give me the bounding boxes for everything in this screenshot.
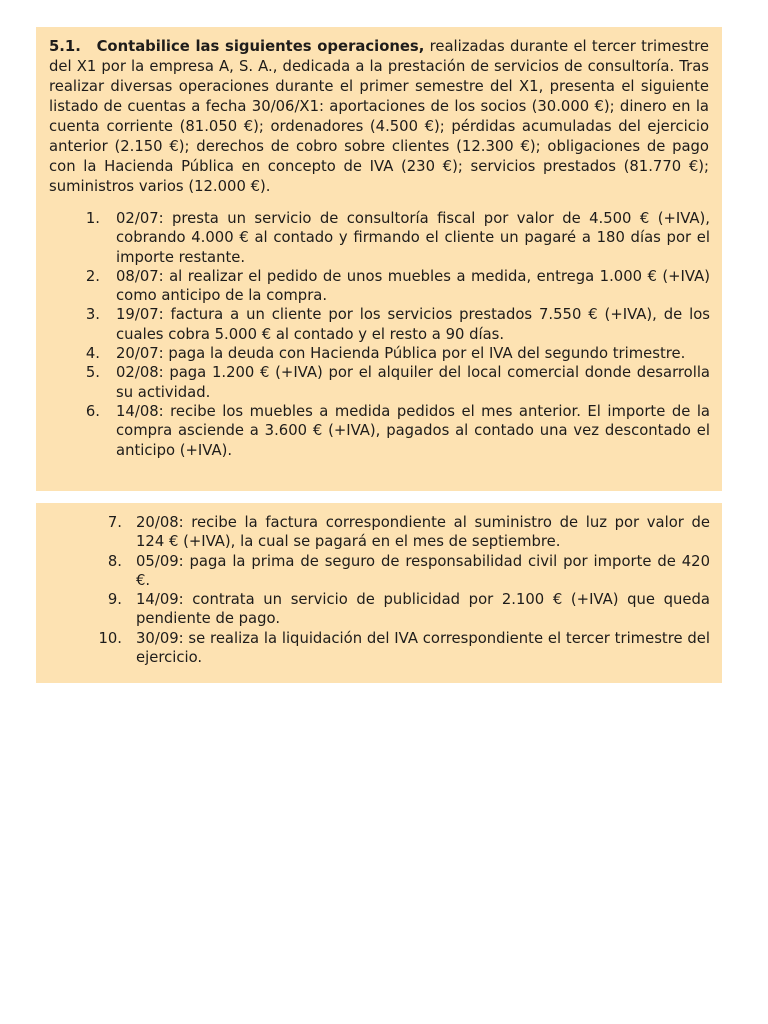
operation-text: 14/08: recibe los muebles a medida pedidos el mes anterior. El importe de la compra asciende a 3.600 € (+IVA), pagados al contado una vez descontado el anticipo (+IVA). bbox=[116, 402, 710, 459]
operation-text: 19/07: factura a un cliente por los servicios prestados 7.550 € (+IVA), de los cuales cobra 5.000 € al contado y el resto a 90 días. bbox=[116, 306, 710, 343]
exercise-statement bbox=[49, 37, 709, 197]
operation-text: 02/08: paga 1.200 € (+IVA) por el alquiler del local comercial donde desarrolla su actividad. bbox=[116, 364, 710, 401]
exercise-intro: realizadas durante el tercer trimestre del X1 por la empresa A, S. A., dedicada a la prestación de servicios de consultoría. Tras realizar diversas operaciones durante el primer semestre del X1, presenta el siguiente listado de cuentas a fecha 30/06/X1: aportaciones de los socios (30.000 €); dinero en la cuenta corriente (81.050 €); ordenadores (4.500 €); pérdidas acumuladas del ejercicio anterior (2.150 €); derechos de cobro sobre clientes (12.300 €); obligaciones de pago con la Hacienda Pública en concepto de IVA (230 €); servicios prestados (81.770 €); suministros varios (12.000 €). bbox=[49, 38, 709, 195]
operation-item bbox=[36, 402, 722, 460]
operation-text: 20/07: paga la deuda con Hacienda Pública por el IVA del segundo trimestre. bbox=[116, 345, 686, 363]
exercise-box-part-1 bbox=[36, 27, 722, 491]
operation-number: 6. bbox=[85, 402, 100, 420]
exercise-number: 5.1. bbox=[49, 38, 81, 55]
operation-item bbox=[36, 209, 722, 267]
operation-item bbox=[36, 552, 722, 591]
operation-item bbox=[36, 305, 722, 344]
operation-number: 10. bbox=[98, 629, 122, 647]
operation-number: 1. bbox=[85, 210, 100, 227]
operation-text: 08/07: al realizar el pedido de unos muebles a medida, entrega 1.000 € (+IVA) como anticipo de la compra. bbox=[116, 267, 710, 305]
operation-item bbox=[36, 267, 722, 306]
operation-item bbox=[36, 590, 722, 629]
operations-list-part-1 bbox=[36, 209, 722, 460]
operation-number: 4. bbox=[85, 345, 100, 363]
operations-list-part-2 bbox=[36, 513, 722, 667]
operation-text: 14/09: contrata un servicio de publicidad por 2.100 € (+IVA) que queda pendiente de pago. bbox=[136, 591, 710, 628]
operation-number: 2. bbox=[85, 267, 100, 285]
operation-number: 9. bbox=[107, 591, 122, 609]
operation-text: 05/09: paga la prima de seguro de responsabilidad civil por importe de 420 €. bbox=[136, 552, 710, 589]
operation-text: 02/07: presta un servicio de consultoría fiscal por valor de 4.500 € (+IVA), cobrando 4.000 € al contado y firmando el cliente un pagaré a 180 días por el importe restante. bbox=[116, 210, 710, 266]
exercise-title: Contabilice las siguientes operaciones, bbox=[96, 38, 425, 55]
exercise-box-part-2 bbox=[36, 503, 722, 683]
operation-text: 20/08: recibe la factura correspondiente al suministro de luz por valor de 124 € (+IVA), la cual se pagará en el mes de septiembre. bbox=[136, 514, 710, 551]
operation-number: 8. bbox=[107, 552, 122, 570]
operation-number: 5. bbox=[85, 364, 100, 382]
operation-text: 30/09: se realiza la liquidación del IVA correspondiente el tercer trimestre del ejercicio. bbox=[136, 629, 710, 667]
operation-item bbox=[36, 363, 722, 402]
operation-number: 3. bbox=[85, 306, 100, 324]
operation-item bbox=[36, 513, 722, 552]
operation-item bbox=[36, 629, 722, 668]
operation-item bbox=[36, 344, 722, 363]
operation-number: 7. bbox=[107, 514, 122, 531]
